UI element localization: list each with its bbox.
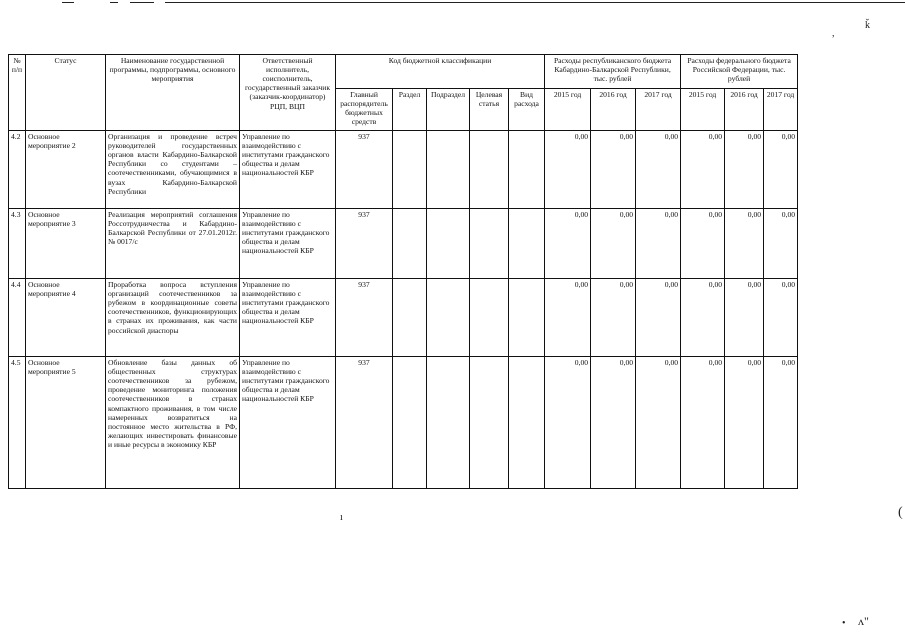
row-target-article bbox=[470, 131, 509, 209]
row-status: Основное мероприятие 4 bbox=[26, 279, 106, 357]
row-expense-type bbox=[509, 357, 545, 489]
header-grbs: Главный распорядитель бюджетных средств bbox=[336, 89, 393, 131]
row-rep-2016: 0,00 bbox=[591, 209, 636, 279]
row-podrazdel bbox=[427, 209, 470, 279]
row-rep-2017: 0,00 bbox=[636, 279, 681, 357]
row-target-article bbox=[470, 357, 509, 489]
header-razdel: Раздел bbox=[393, 89, 427, 131]
row-rep-2015: 0,00 bbox=[545, 209, 591, 279]
row-name: Реализация мероприятий соглашения Россотрудничества и Кабардино-Балкарской Республики от 27.01.2012г. № 0017/с bbox=[106, 209, 240, 279]
header-republic-expenses: Расходы республиканского бюджета Кабардино-Балкарской Республики, тыс. рублей bbox=[545, 55, 681, 89]
row-fed-2015: 0,00 bbox=[681, 357, 725, 489]
header-fed-2015: 2015 год bbox=[681, 89, 725, 131]
row-responsible: Управление по взаимодействию с институтами гражданского общества и делам национальностей КБР bbox=[240, 279, 336, 357]
header-podrazdel: Подраздел bbox=[427, 89, 470, 131]
row-razdel bbox=[393, 279, 427, 357]
header-expense-type: Вид расхода bbox=[509, 89, 545, 131]
budget-table bbox=[8, 54, 798, 489]
header-responsible: Ответственный исполнитель, соисполнитель, государственный заказчик (заказчик-координатор) РЦП, ВЦП bbox=[240, 55, 336, 131]
header-rep-2015: 2015 год bbox=[545, 89, 591, 131]
row-rep-2016: 0,00 bbox=[591, 131, 636, 209]
row-num: 4.2 bbox=[9, 131, 26, 209]
row-name: Проработка вопроса вступления организаций соотечественников за рубежом в координационные советы соотечественников, функционирующих в странах их проживания, как части российской диаспоры bbox=[106, 279, 240, 357]
row-status: Основное мероприятие 5 bbox=[26, 357, 106, 489]
row-rep-2015: 0,00 bbox=[545, 357, 591, 489]
row-rep-2016: 0,00 bbox=[591, 279, 636, 357]
scan-mark-top-right-2: ǩ bbox=[865, 20, 870, 31]
row-grbs: 937 bbox=[336, 209, 393, 279]
table-row bbox=[9, 357, 798, 489]
scan-mark-center: ı bbox=[340, 512, 343, 523]
row-fed-2016: 0,00 bbox=[725, 357, 764, 489]
scan-mark-bottom-right: • bbox=[842, 618, 846, 629]
header-fed-2016: 2016 год bbox=[725, 89, 764, 131]
row-rep-2015: 0,00 bbox=[545, 131, 591, 209]
row-responsible: Управление по взаимодействию с институтами гражданского общества и делам национальностей КБР bbox=[240, 357, 336, 489]
row-rep-2017: 0,00 bbox=[636, 131, 681, 209]
row-podrazdel bbox=[427, 279, 470, 357]
header-budget-code: Код бюджетной классификации bbox=[336, 55, 545, 89]
header-num: № п/п bbox=[9, 55, 26, 131]
header-target-article: Целевая статья bbox=[470, 89, 509, 131]
row-expense-type bbox=[509, 279, 545, 357]
scan-mark-top-right: , bbox=[832, 28, 835, 39]
header-name: Наименование государственной программы, подпрограммы, основного мероприятия bbox=[106, 55, 240, 131]
top-dash-2 bbox=[110, 2, 118, 3]
top-dash-1 bbox=[62, 2, 74, 3]
header-federal-expenses: Расходы федерального бюджета Российской Федерации, тыс. рублей bbox=[681, 55, 798, 89]
table-row bbox=[9, 279, 798, 357]
row-razdel bbox=[393, 357, 427, 489]
row-rep-2017: 0,00 bbox=[636, 357, 681, 489]
row-fed-2016: 0,00 bbox=[725, 131, 764, 209]
scan-mark-right: ( bbox=[898, 505, 903, 520]
row-podrazdel bbox=[427, 131, 470, 209]
row-status: Основное мероприятие 2 bbox=[26, 131, 106, 209]
row-fed-2017: 0,00 bbox=[764, 279, 798, 357]
row-fed-2015: 0,00 bbox=[681, 279, 725, 357]
row-name: Организация и проведение встреч руководителей государственных органов власти Кабардино-Балкарской Республики со студентами – соотечественниками, обучающимися в вузах Кабардино-Балкарской Республики bbox=[106, 131, 240, 209]
row-grbs: 937 bbox=[336, 357, 393, 489]
header-status: Статус bbox=[26, 55, 106, 131]
table-row bbox=[9, 131, 798, 209]
row-expense-type bbox=[509, 131, 545, 209]
top-border-line bbox=[165, 2, 905, 3]
row-num: 4.3 bbox=[9, 209, 26, 279]
row-podrazdel bbox=[427, 357, 470, 489]
row-num: 4.4 bbox=[9, 279, 26, 357]
row-fed-2016: 0,00 bbox=[725, 209, 764, 279]
row-fed-2017: 0,00 bbox=[764, 357, 798, 489]
header-fed-2017: 2017 год bbox=[764, 89, 798, 131]
row-fed-2016: 0,00 bbox=[725, 279, 764, 357]
row-num: 4.5 bbox=[9, 357, 26, 489]
row-grbs: 937 bbox=[336, 279, 393, 357]
scan-mark-bottom-right-2: ᴧ" bbox=[858, 614, 869, 628]
top-dash-3 bbox=[130, 2, 154, 3]
row-fed-2017: 0,00 bbox=[764, 209, 798, 279]
row-fed-2015: 0,00 bbox=[681, 131, 725, 209]
table-row bbox=[9, 209, 798, 279]
row-expense-type bbox=[509, 209, 545, 279]
row-rep-2017: 0,00 bbox=[636, 209, 681, 279]
row-grbs: 937 bbox=[336, 131, 393, 209]
row-fed-2017: 0,00 bbox=[764, 131, 798, 209]
header-rep-2016: 2016 год bbox=[591, 89, 636, 131]
row-responsible: Управление по взаимодействию с институтами гражданского общества и делам национальностей КБР bbox=[240, 131, 336, 209]
row-status: Основное мероприятие 3 bbox=[26, 209, 106, 279]
row-responsible: Управление по взаимодействию с институтами гражданского общества и делам национальностей КБР bbox=[240, 209, 336, 279]
row-fed-2015: 0,00 bbox=[681, 209, 725, 279]
header-row-1 bbox=[9, 55, 798, 89]
row-rep-2015: 0,00 bbox=[545, 279, 591, 357]
row-razdel bbox=[393, 209, 427, 279]
header-rep-2017: 2017 год bbox=[636, 89, 681, 131]
row-target-article bbox=[470, 279, 509, 357]
row-name: Обновление базы данных об общественных структурах соотечественников за рубежом, проведение мониторинга положения соотечественников в странах компактного проживания, в том числе намеренных возвратиться на постоянное место жительства в РФ, желающих инвестировать финансовые и иные ресурсы в экономику КБР bbox=[106, 357, 240, 489]
row-target-article bbox=[470, 209, 509, 279]
row-rep-2016: 0,00 bbox=[591, 357, 636, 489]
row-razdel bbox=[393, 131, 427, 209]
